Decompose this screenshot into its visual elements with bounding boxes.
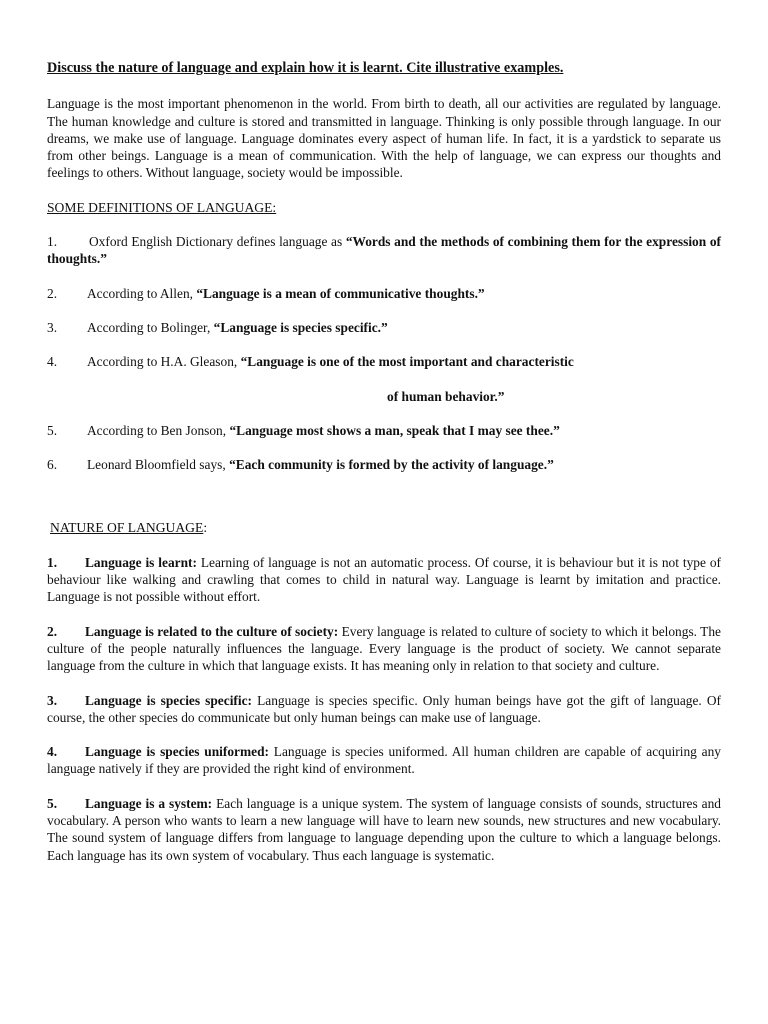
document-title: Discuss the nature of language and explain how it is learnt. Cite illustrative examples.: [47, 60, 564, 76]
definition-item: 4. According to H.A. Gleason, “Language is one of the most important and characteristic: [47, 354, 574, 370]
definitions-list: [47, 233, 721, 473]
nature-item: 1. Language is learnt: Learning of language is not an automatic process. Of course, it is behaviour but it is not type of behaviour like walking and crawling that comes to child in natural way. Language is learnt by imitation and practice. Language is not possible without effort.: [47, 554, 721, 605]
nature-item: 4. Language is species uniformed: Language is species uniformed. All human children are capable of acquiring any language natively if they are provided the right kind of environment.: [47, 744, 721, 777]
definitions-heading: SOME DEFINITIONS OF LANGUAGE:: [47, 199, 277, 215]
definition-item: 2. According to Allen, “Language is a mean of communicative thoughts.”: [47, 285, 485, 301]
nature-list: [47, 554, 721, 864]
nature-item: 5. Language is a system: Each language is a unique system. The system of language consists of sounds, structures and vocabulary. A person who wants to learn a new language will have to learn new sounds, new structures and new vocabulary. The sound system of language differs from language to language depending upon the culture to which a language belongs. Each language has its own system of vocabulary. Thus each language is systematic.: [47, 795, 721, 863]
intro-paragraph: Language is the most important phenomenon in the world. From birth to death, all our activities are regulated by language. The human knowledge and culture is stored and transmitted in language. Thinking is only possible through language. In our dreams, we make use of language. Language dominates every aspect of human life. In fact, it is a yardstick to separate us from other beings. Language is a mean of communication. With the help of language, we can express our thoughts and feelings to others. Without language, society would be impossible.: [47, 96, 721, 181]
nature-item: 3. Language is species specific: Language is species specific. Only human beings have got the gift of language. Of course, the other species do communicate but only human beings can make use of language.: [47, 692, 721, 725]
definition-item: 6. Leonard Bloomfield says, “Each community is formed by the activity of language.”: [47, 457, 554, 473]
definition-item: 3. According to Bolinger, “Language is species specific.”: [47, 319, 388, 335]
nature-item: 2. Language is related to the culture of society: Every language is related to culture of society to which it belongs. The culture of the people naturally influences the language. Every language is the product of society. We cannot separate language from the culture in which that language exists. It has meaning only in relation to that society and culture.: [47, 623, 721, 674]
document-page: [47, 60, 721, 864]
definition-item: 1. Oxford English Dictionary defines language as “Words and the methods of combining them for the expression of thoughts.”: [47, 234, 721, 267]
nature-heading: NATURE OF LANGUAGE:: [50, 520, 208, 536]
definition-continuation: of human behavior.”: [387, 388, 505, 404]
definition-item: 5. According to Ben Jonson, “Language most shows a man, speak that I may see thee.”: [47, 422, 560, 438]
